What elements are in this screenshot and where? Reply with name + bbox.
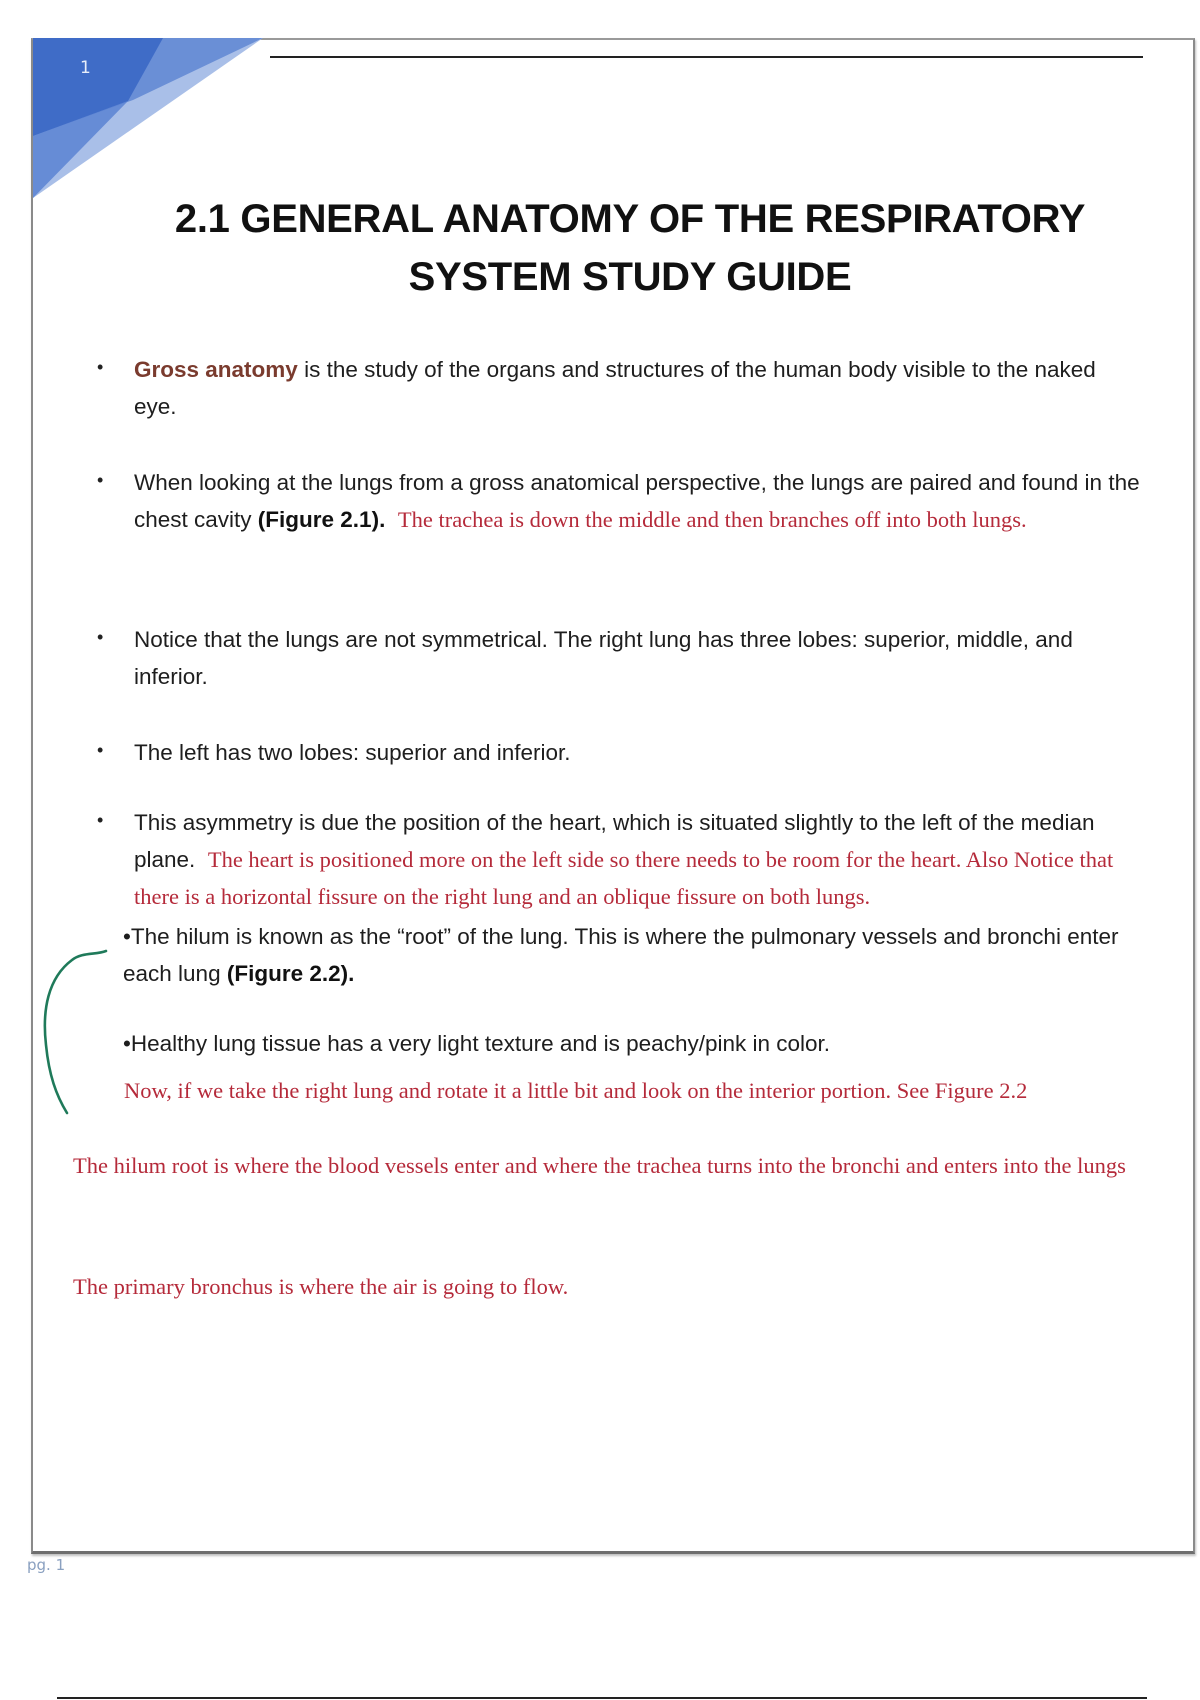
item-text: When looking at the lungs from a gross anatomical perspective, the lungs are paired and found in the chest cavity: [134, 470, 1140, 532]
footer-page-label: pg. 1: [27, 1556, 66, 1574]
bullet-marker: •: [97, 627, 104, 647]
page-number-badge: 1: [80, 58, 91, 78]
annotation-note-hilum-root: The hilum root is where the blood vessels enter and where the trachea turns into the bronchi and enters into the lungs: [73, 1153, 1126, 1178]
list-item: [134, 351, 1144, 425]
list-item: [134, 464, 1144, 538]
page-title: [130, 190, 1130, 306]
item-text: Notice that the lungs are not symmetrical. The right lung has three lobes: superior, middle, and inferior.: [134, 627, 1073, 689]
title-line-2: SYSTEM STUDY GUIDE: [408, 255, 852, 299]
annotation-note: The trachea is down the middle and then branches off into both lungs.: [397, 507, 1027, 532]
bullet-marker: •: [123, 1031, 131, 1056]
list-item: [123, 1025, 1153, 1062]
bullet-marker: •: [97, 740, 104, 760]
item-text: The hilum is known as the “root” of the lung. This is where the pulmonary vessels and bronchi enter each lung: [123, 924, 1119, 986]
list-item: [134, 621, 1144, 695]
list-item: [134, 804, 1144, 915]
bullet-marker: •: [123, 924, 131, 949]
list-item: [123, 918, 1153, 992]
annotation-note: The heart is positioned more on the left side so there needs to be room for the heart. Also Notice that there is a horizontal fissure on the right lung and an oblique fissure on both lungs.: [134, 847, 1114, 909]
item-text: Healthy lung tissue has a very light texture and is peachy/pink in color.: [130, 1031, 831, 1056]
title-line-1: 2.1 GENERAL ANATOMY OF THE RESPIRATORY: [174, 197, 1086, 241]
annotation-note-rotate: Now, if we take the right lung and rotate it a little bit and look on the interior portion. See Figure 2.2: [124, 1078, 1028, 1103]
bullet-marker: •: [97, 470, 104, 490]
bullet-marker: •: [97, 357, 104, 377]
item-text: This asymmetry is due the position of the heart, which is situated slightly to the left of the median plane.: [134, 810, 1095, 872]
item-text: The left has two lobes: superior and inferior.: [134, 740, 571, 765]
list-item: [134, 734, 1144, 771]
handwritten-bracket-icon: [0, 0, 200, 1200]
figure-ref: (Figure 2.2).: [226, 961, 355, 986]
annotation-note-primary-bronchus: The primary bronchus is where the air is going to flow.: [73, 1274, 569, 1299]
figure-ref: (Figure 2.1).: [257, 507, 386, 532]
header-rule: [270, 56, 1143, 58]
term-gross-anatomy: Gross anatomy: [134, 357, 298, 382]
bullet-marker: •: [97, 810, 104, 830]
item-text: is the study of the organs and structures of the human body visible to the naked eye.: [134, 357, 1096, 419]
bottom-rule: [57, 1697, 1147, 1699]
